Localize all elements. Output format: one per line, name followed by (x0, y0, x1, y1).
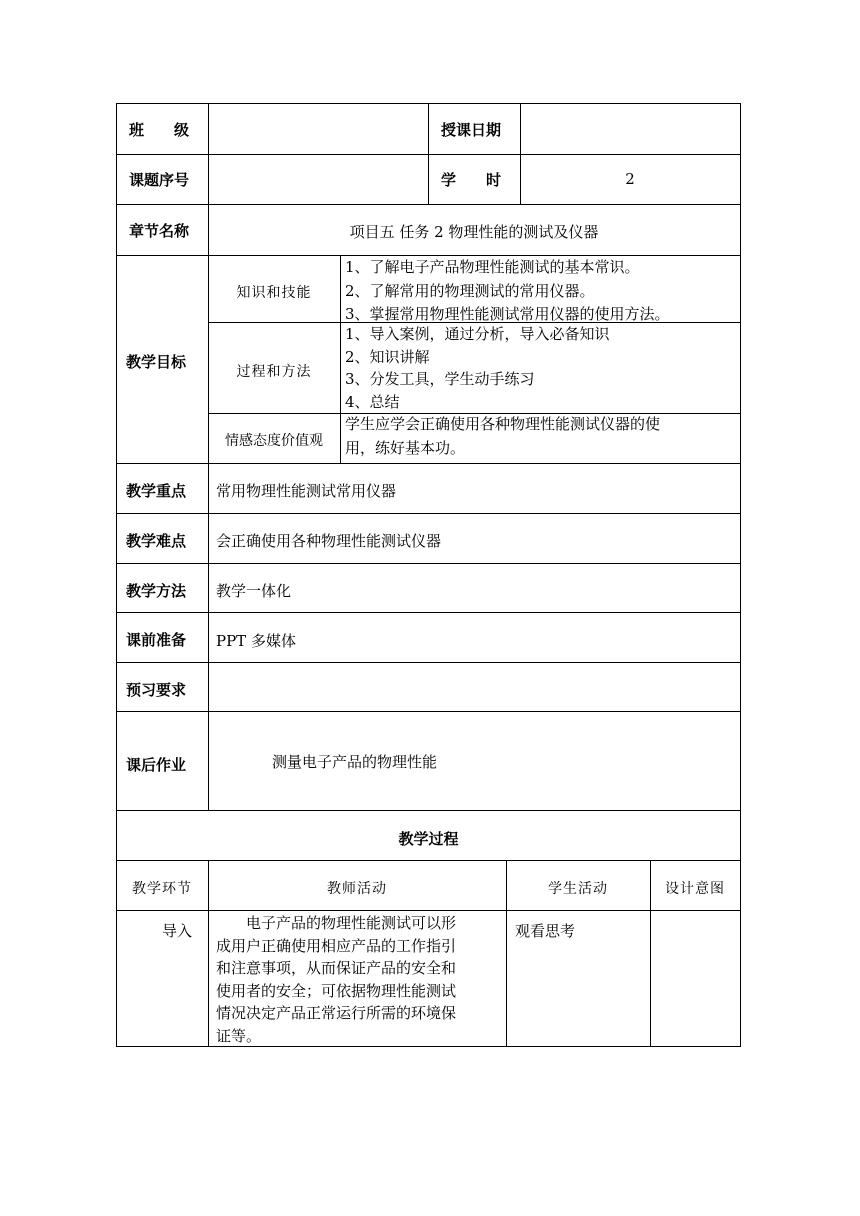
objective-line: 用，练好基本功。 (345, 438, 466, 457)
topic-number-label: 课题序号 (129, 171, 190, 189)
objective-line: 2、了解常用的物理测试的常用仪器。 (345, 281, 595, 300)
teacher-activity-line: 证等。 (216, 1026, 262, 1045)
teacher-activity-line: 和注意事项，从而保证产品的安全和 (216, 959, 457, 977)
teacher-activity-cell (216, 912, 456, 1047)
row-divider (116, 910, 741, 911)
col-header-design: 设计意图 (665, 881, 725, 897)
objective-line: 1、了解电子产品物理性能测试的基本常识。 (345, 258, 640, 276)
teacher-activity-line: 成用户正确使用相应产品的工作指引 (216, 936, 457, 955)
process-method-label: 过程和方法 (236, 364, 312, 380)
row-divider (116, 612, 741, 613)
teacher-activity-line: 情况决定产品正常运行所需的环境保 (216, 1004, 457, 1022)
hours-label: 学 时 (441, 171, 502, 189)
attitude-values-label: 情感态度价值观 (225, 433, 323, 449)
class-label: 班 级 (129, 121, 190, 139)
key-points-value: 常用物理性能测试常用仪器 (216, 482, 397, 500)
row-divider (116, 860, 741, 861)
row-divider (116, 711, 741, 712)
objective-line: 2、知识讲解 (345, 347, 430, 366)
stage-cell: 导入 (162, 922, 193, 940)
process-title: 教学过程 (398, 830, 459, 848)
col-divider (428, 103, 429, 204)
preview-label: 预习要求 (126, 681, 187, 699)
col-divider (208, 103, 209, 810)
attitude-values-content (345, 413, 660, 460)
row-divider (116, 204, 741, 205)
objective-line: 3、分发工具，学生动手练习 (345, 370, 535, 389)
row-divider (116, 662, 741, 663)
preparation-value: PPT 多媒体 (216, 632, 296, 650)
table-border-right (740, 103, 741, 1046)
table-border-left (116, 103, 117, 1046)
row-divider (116, 513, 741, 514)
method-label: 教学方法 (126, 582, 187, 600)
key-points-label: 教学重点 (126, 482, 187, 500)
teacher-activity-line: 电子产品的物理性能测试可以形 (216, 914, 457, 932)
teacher-activity-line: 使用者的安全；可依据物理性能测试 (216, 981, 457, 1000)
date-label: 授课日期 (441, 121, 502, 139)
knowledge-skills-content (345, 256, 670, 327)
homework-label: 课后作业 (126, 756, 187, 774)
process-method-content (345, 323, 610, 414)
preparation-label: 课前准备 (126, 631, 187, 649)
homework-value: 测量电子产品的物理性能 (272, 753, 438, 771)
row-divider (116, 463, 741, 464)
chapter-label: 章节名称 (129, 222, 190, 240)
difficulty-label: 教学难点 (126, 532, 187, 550)
chapter-value: 项目五 任务 2 物理性能的测试及仪器 (349, 223, 599, 241)
objective-line: 3、掌握常用物理性能测试常用仪器的使用方法。 (345, 305, 670, 323)
row-divider (116, 810, 741, 811)
col-header-teacher: 教师活动 (327, 881, 387, 897)
objective-line: 1、导入案例，通过分析，导入必备知识 (345, 325, 610, 343)
col-header-stage: 教学环节 (132, 881, 192, 897)
col-divider (520, 103, 521, 204)
knowledge-skills-label: 知识和技能 (236, 285, 312, 301)
objectives-label: 教学目标 (126, 353, 187, 371)
method-value: 教学一体化 (216, 582, 292, 600)
difficulty-value: 会正确使用各种物理性能测试仪器 (216, 532, 442, 550)
hours-value: 2 (625, 170, 635, 188)
col-divider (340, 255, 341, 463)
row-divider (116, 563, 741, 564)
student-activity-cell: 观看思考 (515, 922, 576, 940)
col-header-student: 学生活动 (548, 881, 608, 897)
objective-line: 4、总结 (345, 393, 400, 412)
objective-line: 学生应学会正确使用各种物理性能测试仪器的使 (345, 415, 661, 433)
